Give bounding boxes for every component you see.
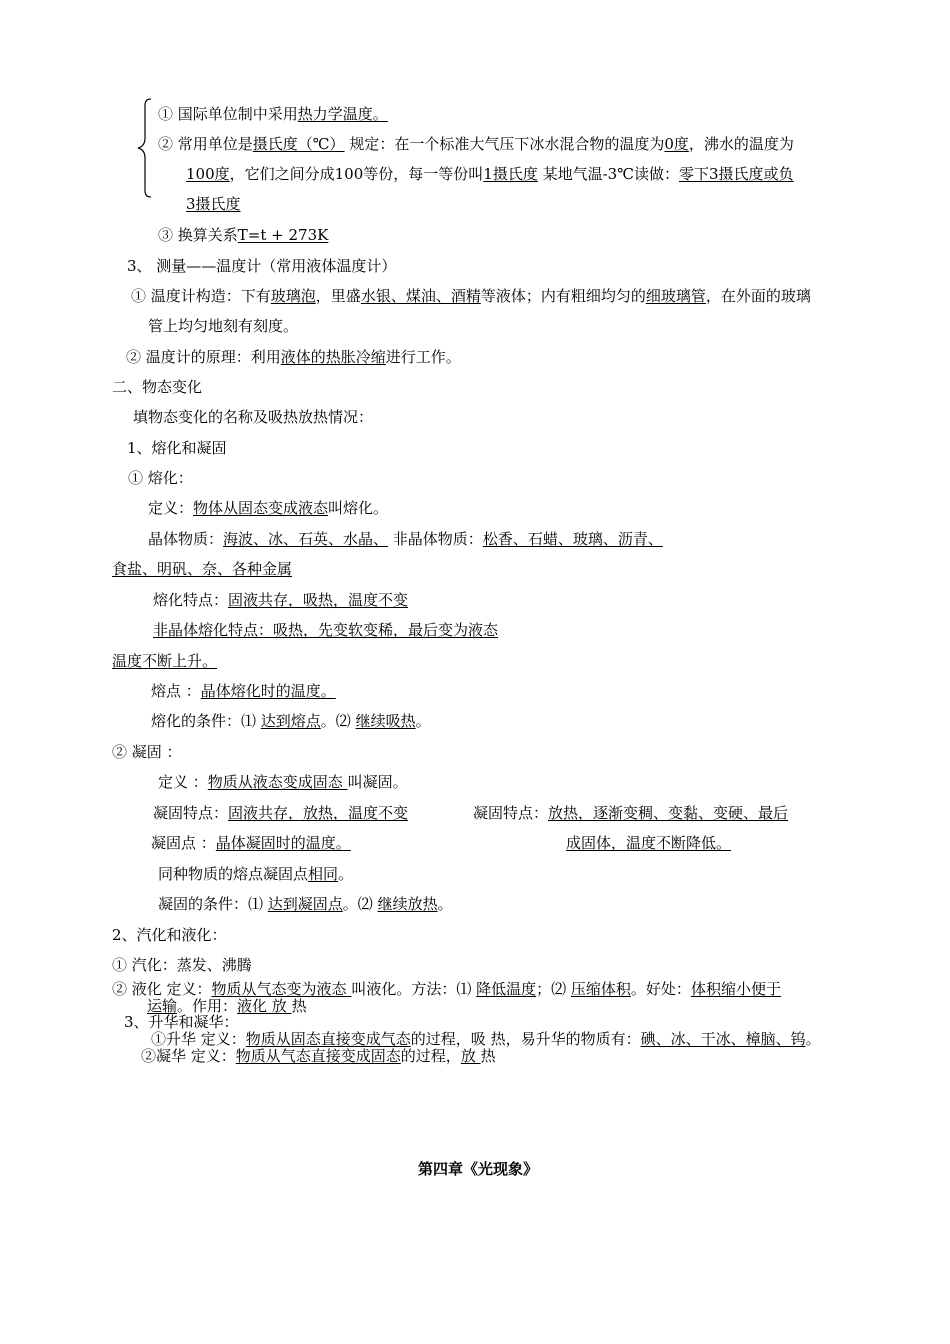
text-segment: 。作用： [177,997,238,1015]
text-segment: 某地气温-3℃读做： [537,165,679,183]
answer-text: 达到凝固点 [267,895,343,913]
text-segment: 1、熔化和凝固 [127,439,227,457]
line-amorphous-solidifying-cont [566,833,731,853]
text-segment: 3、升华和凝华： [124,1013,239,1031]
text-segment: ，在外面的玻璃 [705,287,811,305]
line-solidifying-features [153,803,408,823]
text-segment: 的过程， [400,1047,461,1065]
text-segment: 等液体；内有粗细均匀的 [480,287,646,305]
answer-text: 水银、煤油、酒精 [360,287,481,305]
answer-text: T=t + 273K [237,226,329,244]
answer-text: 1摄氏度 [483,165,538,183]
line-same-point [158,864,353,884]
answer-text: 成固体，温度不断降低。 [566,834,732,852]
text-segment: ，它们之间分成100等份，每一等份叫 [229,165,484,183]
answer-text: 非晶体熔化特点：吸热，先变软变稀，最后变为液态 [153,621,499,639]
answer-text: 物质从固态直接变成气态 [245,1030,411,1048]
answer-text: 100度 [186,165,230,183]
answer-text: 碘、冰、干冰、樟脑、钨 [640,1030,806,1048]
text-segment: ② 凝固 ： [112,743,182,761]
answer-text: 3摄氏度 [186,195,241,213]
text-segment: ① 汽化：蒸发、沸腾 [112,956,252,974]
text-segment: 叫凝固。 [347,773,408,791]
text-segment: 熔化的条件：⑴ [151,712,261,730]
heading-melting-solidifying [127,438,227,458]
text-segment: 管上均匀地刻有刻度。 [148,317,299,335]
text-segment: 。⑵ [342,895,378,913]
text-segment: ① 温度计构造：下有 [131,287,271,305]
answer-text: 运输 [147,997,178,1015]
line-amorphous-melting [153,620,498,640]
text-segment: 二、物态变化 [112,378,203,396]
text-segment: 第四章《光现象》 [418,1160,539,1178]
line-conversion [158,225,328,245]
line-crystal-substances-cont [112,559,292,579]
line-freezing-point [151,833,351,853]
answer-text: 继续放热 [377,895,438,913]
text-segment: 熔化特点： [153,591,229,609]
answer-text: 继续吸热 [355,712,416,730]
text-segment: 叫液化。方法：⑴ [351,980,477,998]
text-segment: 凝固特点： [473,804,549,822]
heading-thermometer [127,256,396,276]
answer-text: 物质从气态直接变成固态 [235,1047,401,1065]
text-segment: 热 [291,997,307,1015]
text-segment: 填物态变化的名称及吸热放热情况： [133,408,374,426]
line-instruction [133,407,373,427]
text-segment: 熔点 ： [151,682,201,700]
line-solidifying-definition [158,772,408,792]
line-melting-definition [148,498,388,518]
text-segment: 晶体物质： [148,530,224,548]
line-celsius-definition [158,134,794,154]
heading-state-changes [112,377,202,397]
answer-text: 放热，逐渐变稠、变黏、变硬、最后 [548,804,789,822]
text-segment: 规定：在一个标准大气压下冰水混合物的温度为 [344,135,665,153]
answer-text: 细玻璃管 [645,287,706,305]
chapter-title [418,1159,538,1179]
heading-vaporization-liquefaction [112,925,227,945]
answer-text: 体积缩小便于 [690,980,781,998]
heading-solidifying [112,742,182,762]
answer-text: 0度 [664,135,689,153]
text-segment: 定义 ： [158,773,208,791]
text-segment: 定义： [148,499,194,517]
curly-brace-icon [137,98,153,198]
line-deposition [141,1046,496,1066]
text-segment: 。 [437,895,453,913]
text-segment: ，里盛 [315,287,361,305]
text-segment: 同种物质的熔点凝固点 [158,865,309,883]
text-segment: ① 国际单位制中采用 [158,105,298,123]
answer-text: 食盐、明矾、奈、各种金属 [112,560,293,578]
text-segment: ；⑵ [536,980,571,998]
line-vaporization [112,955,252,975]
line-celsius-reading-end [186,194,241,214]
answer-text: 物质从液态变成固态 [207,773,348,791]
answer-text: 松香、石蜡、玻璃、沥青、 [482,530,663,548]
answer-text: 固液共存，放热，温度不变 [228,804,409,822]
answer-text: 相同 [308,865,339,883]
answer-text: 物质从气态变为液态 [211,980,352,998]
line-thermometer-structure-cont [148,316,298,336]
text-segment: ②凝华 定义： [141,1047,236,1065]
text-segment: 2、汽化和液化： [112,926,227,944]
text-segment: ② 温度计的原理：利用 [126,348,281,366]
answer-text: 零下3摄氏度或负 [679,165,794,183]
text-segment: 凝固特点： [153,804,229,822]
text-segment: 的过程，吸 热，易升华的物质有： [410,1030,641,1048]
answer-text: 降低温度 [476,980,537,998]
line-thermometer-principle [126,347,461,367]
answer-text: 物体从固态变成液态 [193,499,329,517]
answer-text: 达到熔点 [260,712,321,730]
line-melting-features [153,590,408,610]
text-segment: 热 [480,1047,496,1065]
text-segment: 。 [338,865,354,883]
text-segment: 。⑵ [320,712,356,730]
text-segment: 。好处： [630,980,691,998]
line-amorphous-melting-cont [112,651,217,671]
line-crystal-substances [148,529,663,549]
text-segment: 凝固点 ： [151,834,216,852]
text-segment: ③ 换算关系 [158,226,238,244]
text-segment: ，沸水的温度为 [688,135,794,153]
heading-melting [128,468,193,488]
answer-text: 晶体凝固时的温度。 [215,834,351,852]
text-segment: 。 [805,1030,821,1048]
answer-text: 液化 放 [237,997,292,1015]
text-segment: ①升华 定义： [151,1030,246,1048]
text-segment: 凝固的条件：⑴ [158,895,268,913]
line-solidifying-conditions [158,894,453,914]
answer-text: 压缩体积 [570,980,631,998]
text-segment: 非晶体物质： [388,530,483,548]
text-segment: 进行工作。 [385,348,461,366]
answer-text: 液体的热胀冷缩 [280,348,386,366]
text-segment: ① 熔化： [128,469,193,487]
text-segment: ② 常用单位是 [158,135,253,153]
answer-text: 海波、冰、石英、水晶、 [223,530,389,548]
line-amorphous-solidifying [473,803,788,823]
answer-text: 玻璃泡 [270,287,316,305]
line-melting-point [151,681,336,701]
text-segment: 叫熔化。 [328,499,389,517]
answer-text: 晶体熔化时的温度。 [200,682,336,700]
answer-text: 温度不断上升。 [112,652,218,670]
answer-text: 热力学温度。 [297,105,388,123]
line-thermometer-structure [131,286,811,306]
line-celsius-division [186,164,794,184]
line-si-unit [158,104,388,124]
text-segment: ② 液化 定义： [112,980,212,998]
line-melting-conditions [151,711,431,731]
answer-text: 摄氏度（℃） [252,135,345,153]
answer-text: 放 [460,1047,481,1065]
answer-text: 固液共存，吸热，温度不变 [228,591,409,609]
text-segment: 。 [415,712,431,730]
text-segment: 3、 测量——温度计（常用液体温度计） [127,257,397,275]
